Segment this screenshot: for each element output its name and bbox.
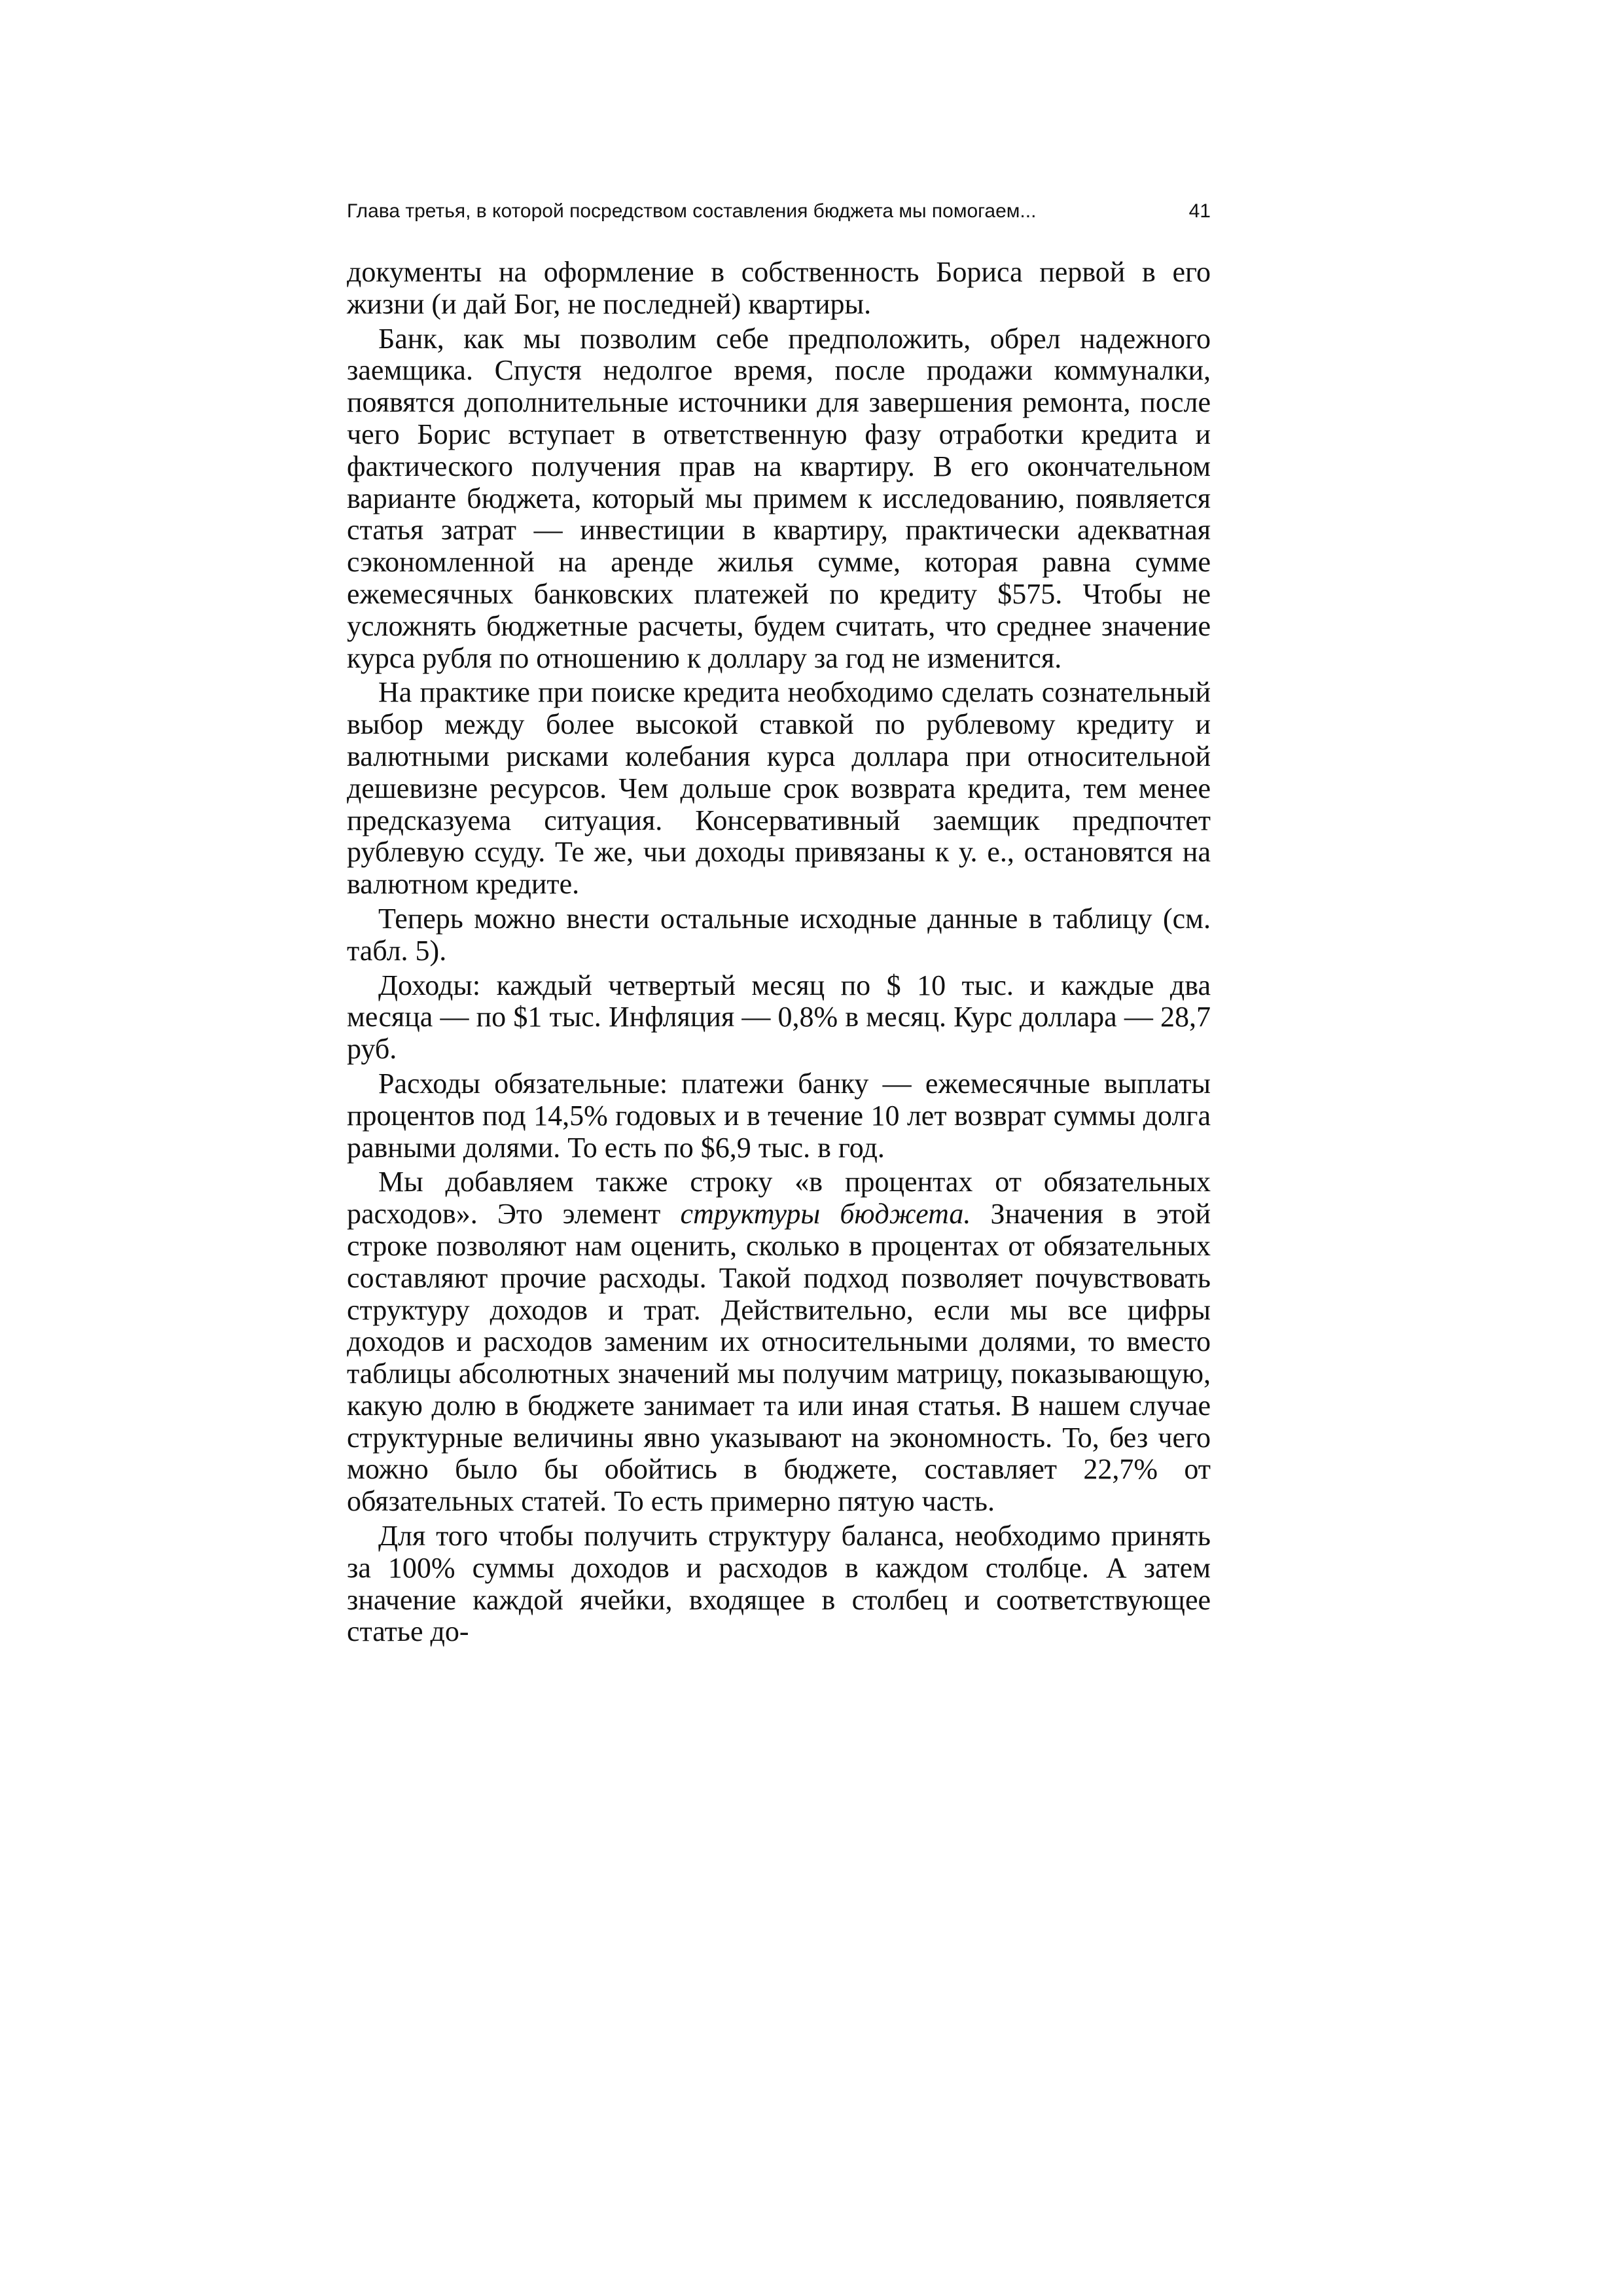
chapter-title: Глава третья, в которой посредством составления бюджета мы помогаем... [347, 200, 1037, 222]
page-number: 41 [1188, 200, 1211, 222]
paragraph-text: На практике при поиске кредита необходимо сделать сознательный выбор между более высокой ставкой по рублевому кредиту и валютными рисками колебания курса доллара при относительной дешевизне ресурсов. Чем дольше срок возврата кредита, тем менее предсказуема ситуация. Консервативный заемщик предпочтет рублевую ссуду. Те же, чьи доходы привязаны к у. е., остановятся на валютном кредите. [347, 676, 1211, 901]
paragraph-text: Расходы обязательные: платежи банку — ежемесячные выплаты процентов под 14,5% годовых и в течение 10 лет возврат суммы долга равными долями. То есть по $6,9 тыс. в год. [347, 1067, 1211, 1164]
paragraph-text: Значения в этой строке позволяют нам оценить, сколько в процентах от обязательных составляют прочие расходы. Такой подход позволяет почувствовать структуру доходов и трат. Действительно, если мы все цифры доходов и расходов заменим их относительными долями, то вместо таблицы абсолютных значений мы получим матрицу, показывающую, какую долю в бюджете занимает та или иная статья. В нашем случае структурные величины явно указывают на экономность. То, без чего можно было бы обойтись в бюджете, составляет 22,7% от обязательных статей. То есть примерно пятую часть. [347, 1198, 1211, 1518]
italic-term: структуры бюджета. [680, 1198, 971, 1230]
paragraph-1 [347, 257, 1211, 321]
paragraph-6 [347, 1068, 1211, 1164]
paragraph-text: Для того чтобы получить структуру баланса, необходимо принять за 100% суммы доходов и расходов в каждом столбце. А затем значение каждой ячейки, входящее в столбец и соответствующее статье до- [347, 1520, 1211, 1648]
paragraph-text: Теперь можно внести остальные исходные данные в таблицу (см. табл. 5). [347, 902, 1211, 967]
paragraph-4 [347, 903, 1211, 967]
paragraph-7 [347, 1166, 1211, 1518]
paragraph-5 [347, 970, 1211, 1066]
paragraph-text: Мы добавляем также строку «в процентах от обязательных расходов». Это элемент [347, 1166, 1211, 1230]
paragraph-3 [347, 677, 1211, 901]
body-text [347, 257, 1211, 1648]
running-header [347, 195, 1211, 228]
paragraph-8 [347, 1520, 1211, 1648]
paragraph-text: Доходы: каждый четвертый месяц по $ 10 тыс. и каждые два месяца — по $1 тыс. Инфляция — 0,8% в месяц. Курс доллара — 28,7 руб. [347, 969, 1211, 1066]
paragraph-text: документы на оформление в собственность Бориса первой в его жизни (и дай Бог, не последней) квартиры. [347, 256, 1211, 320]
paragraph-text: Банк, как мы позволим себе предположить, обрел надежного заемщика. Спустя недолгое время, после продажи коммуналки, появятся дополнительные источники для завершения ремонта, после чего Борис вступает в ответственную фазу отработки кредита и фактического получения прав на квартиру. В его окончательном варианте бюджета, который мы примем к исследованию, появляется статья затрат — инвестиции в квартиру, практически адекватная сэкономленной на аренде жилья сумме, которая равна сумме ежемесячных банковских платежей по кредиту $575. Чтобы не усложнять бюджетные расчеты, будем считать, что среднее значение курса рубля по отношению к доллару за год не изменится. [347, 322, 1211, 674]
paragraph-2 [347, 323, 1211, 675]
